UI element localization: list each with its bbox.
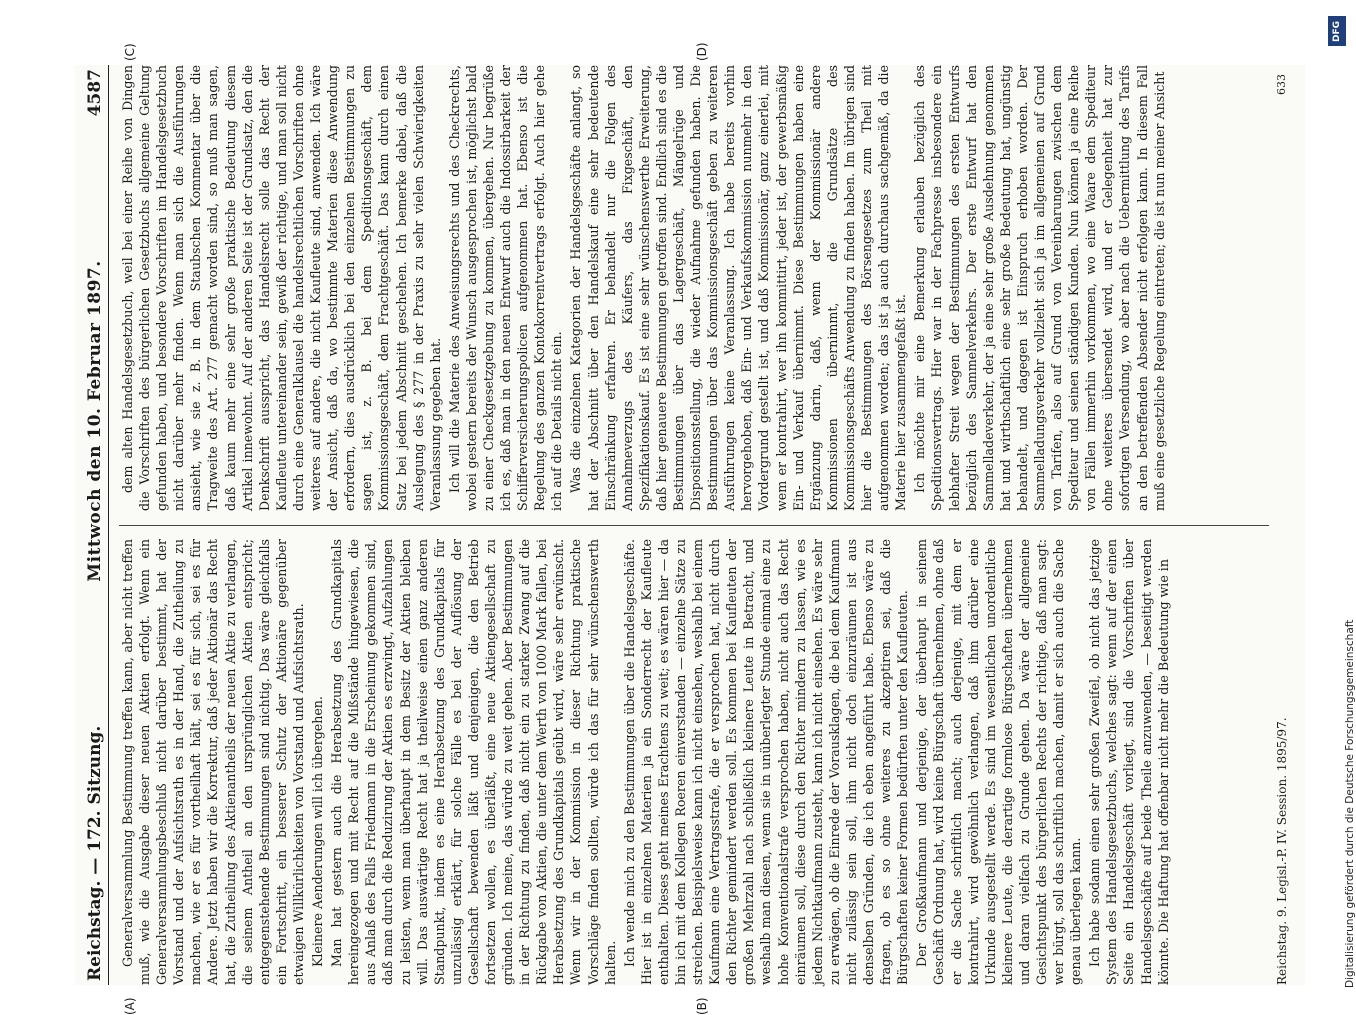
credit-text: Digitalisierung gefördert durch die Deutsche Forschungsgemeinschaft: [1344, 619, 1356, 988]
right-paragraph: Ich will die Materie des Anweisungsrechts und des Checkrechts, wobei gestern bereits der Wunsch ausgesprochen ist, möglichst bald zu einer Checkgesetzgebung zu kommen, übergehen. Nur begrüße ich es, daß man in den neuen Entwurf auch die Indossirbarkeit der Schifferversicherungspolicen aufgenommen hat. Ebenso ist die Regelung des ganzen Kontokorrentvertrags erfolgt. Auch hier gehe ich auf die Details nicht ein.: [446, 65, 565, 511]
scanned-page: [75, 42, 1305, 1015]
margin-marker-a: (A): [123, 997, 137, 1015]
header-date: Mittwoch den 10. Februar 1897.: [85, 260, 105, 582]
right-paragraph: Was die einzelnen Kategorien der Handelsgeschäfte anlangt, so hat der Abschnitt über den Handelskauf eine sehr bedeutende Einschränkung erfahren. Er behandelt nur die Folgen des Annahmeverzugs des Käufers, das Fixgeschäft, den Spezifikationskauf. Es ist eine sehr wünschenswerthe Erweiterung, daß hier genauere Bestimmungen getroffen sind. Endlich sind es die Bestimmungen über das Lagergeschäft, Mängelrüge und Dispositionsstellung, die wieder Aufnahme gefunden haben. Die Bestimmungen über das Kommissionsgeschäft geben zu weiteren Ausführungen keine Veranlassung. Ich habe bereits vorhin hervorgehoben, daß Ein- und Verkaufskommission nunmehr in den Vordergrund gestellt ist, und daß Kommissionär, ganz einerlei, mit wem er kontrahirt, wer ihn kommittirt, jeder ist, der gewerbsmäßig Ein- und Verkauf übernimmt. Diese Bestimmungen haben eine Ergänzung darin, daß, wenn der Kommissionär andere Kommissionen übernimmt, die Grundsätze des Kommissionsgeschäfts Anwendung zu finden haben. Im übrigen sind hier die Bestimmungen des Börsengesetzes zum Theil mit aufgenommen worden; das ist ja auch durchaus sachgemäß, da die Materie hier zusammengefaßt ist.: [568, 65, 909, 511]
header-left: Reichstag. — 172. Sitzung.: [85, 725, 105, 981]
dfg-logo: DFG: [1328, 16, 1346, 46]
running-head: [75, 65, 109, 985]
margin-marker-b: (B): [695, 997, 709, 1015]
digitization-credit: [1326, 8, 1356, 988]
right-column: [119, 65, 1269, 511]
column-divider: [119, 525, 1269, 526]
page-number: 4587: [85, 69, 105, 117]
sheet-number: 633: [1275, 74, 1288, 95]
left-column: [119, 539, 1269, 985]
right-paragraph: Ich möchte mir eine Bemerkung erlauben bezüglich des Speditionsvertrags. Hier war in der Fachpresse insbesondere ein lebhafter Streit wegen der Bestimmungen des ersten Entwurfs bezüglich des Sammelverkehrs. Der erste Entwurf hat den Sammelladeverkehr, der ja eine sehr große Ausdehnung genommen hat und wirthschaftlich eine sehr große Bedeutung hat, ungünstig behandelt, und dagegen ist Einspruch erhoben worden. Der Sammelladungsverkehr vollzieht sich ja im allgemeinen auf Grund von Tarifen, also auf Grund von Vereinbarungen zwischen dem Spediteur und seinen ständigen Kunden. Nun können ja eine Reihe von Fällen immerhin vorkommen, wo eine Waare dem Spediteur ohne weiteres übersendet wird, und er Gelegenheit hat zur sofortigen Versendung, wo aber nach die Uebermittlung des Tarifs an den betreffenden Absender nicht erfolgen kann. In diesem Fall muß eine gesetzliche Regelung eintreten; die ist nun meiner Ansicht: [912, 65, 1167, 511]
left-paragraph: Man hat gestern auch die Herabsetzung des Grundkapitals hereingezogen und mit Recht auf die Mißstände hingewiesen, die aus Anlaß des Falls Friedmann in die Erscheinung gekommen sind, daß man durch die Reduzirung der Aktien es erzwingt, Aufzahlungen zu leisten, wenn man überhaupt in dem Besitz der Aktien bleiben will. Das auswärtige Recht hat ja theilweise einen ganz anderen Standpunkt, indem es eine Herabsetzung des Grundkapitals für unzulässig erklärt, für solche Fälle es bei der Auflösung der Gesellschaft bewenden läßt und denjenigen, die den Betrieb fortsetzen wollen, es überläßt, eine neue Aktiengesellschaft zu gründen. Ich meine, das würde zu weit gehen. Aber Bestimmungen in der Richtung zu finden, daß nicht ein zu starker Zwang auf die Rückgabe von Aktien, die unter dem Werth von 1000 Mark fallen, bei Herabsetzung des Grundkapitals geübt wird, wäre sehr erwünscht. Wenn wir in der Kommission in dieser Richtung praktische Vorschläge finden sollten, würde ich das für sehr wünschenswerth halten.: [329, 539, 618, 985]
left-footer: Reichstag. 9. Legisl.-P. IV. Session. 1895/97.: [1275, 717, 1289, 985]
left-paragraph: Der Großkaufmann und derjenige, der überhaupt in seinem Geschäft Ordnung hat, wird keine Bürgschaft übernehmen, ohne daß er die Sache schriftlich macht; auch derjenige, mit dem er kontrahirt, wird gewöhnlich verlangen, daß ihm darüber eine Urkunde ausgestellt werde. Es sind im wesentlichen unordentliche kleinere Leute, die derartige formlose Bürgschaften übernehmen und daran vielfach zu Grunde gehen. Da wäre der allgemeine Gesichtspunkt des bürgerlichen Rechts der richtige, daß man sagt: wer bürgt, soll das schriftlich machen, damit er sich auch die Sache genau überlegen kann.: [914, 539, 1084, 985]
right-paragraph: dem alten Handelsgesetzbuch, weil bei einer Reihe von Dingen die Vorschriften des bürgerlichen Gesetzbuchs allgemeine Geltung gefunden haben, und besondere Vorschriften im Handelsgesetzbuch nicht darüber mehr finden. Wenn man sich die Ausführungen ansieht, wie sie z. B. in dem Staubschen Kommentar über die Tragweite des Art. 277 gemacht worden sind, so muß man sagen, daß kaum mehr eine sehr große praktische Bedeutung diesem Artikel innewohnt. Auf der anderen Seite ist der Grundsatz, den die Denkschrift ausspricht, das Handelsrecht solle das Recht der Kaufleute untereinander sein, gewiß der richtige, und man soll nicht durch eine Generalklausel die handelsrechtlichen Vorschriften ohne weiteres auf andere, die nicht Kaufleute sind, anwenden. Ich wäre der Ansicht, daß da, wo bestimmte Materien diese Anwendung erfordern, dies ausdrücklich bei den einzelnen Bestimmungen zu sagen ist, z. B. bei dem Speditionsgeschäft, dem Kommissionsgeschäft, dem Frachtgeschäft. Das kann durch einen Satz bei jedem Abschnitt geschehen. Ich bemerke dabei, daß die Auslegung des § 277 in der Praxis zu sehr vielen Schwierigkeiten Veranlassung gegeben hat.: [120, 65, 443, 511]
left-paragraph: Ich habe sodann einen sehr großen Zweifel, ob nicht das jetzige System des Handelsgesetzbuchs, welches sagt: wenn auf der einen Seite ein Handelsgeschäft vorliegt, sind die Vorschriften über Handelsgeschäfte auf beide Theile anzuwenden, — beseitigt werden könnte. Die Haftung hat offenbar nicht mehr die Bedeutung wie in: [1087, 539, 1171, 985]
left-paragraph: Generalversammlung Bestimmung treffen kann, aber nicht treffen muß, wie die Ausgabe dieser neuen Aktien erfolgt. Wenn ein Generalversammlungsbeschluß nicht darüber bestimmt, hat der Vorstand und der Aufsichtsrath es in der Hand, die Zutheilung zu machen, wie er es für vortheilhaft hält, sei es für sich, sei es für Andere. Jetzt haben wir die Korrektur, daß jeder Aktionär das Recht hat, die Zutheilung des Aktienantheils der neuen Aktie zu verlangen, die seinem Antheil an den ursprünglichen Aktien entspricht; entgegenstehende Bestimmungen sind nichtig. Das wäre gleichfalls ein Fortschritt, ein besserer Schutz der Aktionäre gegenüber etwaigen Willkürlichkeiten von Vorstand und Aufsichtsrath.: [120, 539, 306, 985]
left-paragraph: Kleinere Aenderungen will ich übergehen.: [310, 696, 326, 967]
left-paragraph: Ich wende mich zu den Bestimmungen über die Handelsgeschäfte. Hier ist in einzelnen Materien ja ein Sonderrecht der Kaufleute enthalten. Dieses geht meines Erachtens zu weit; es wären hier — da bin ich mit dem Kollegen Roeren einverstanden — einzelne Sätze zu streichen. Beispielsweise kann ich nicht einsehen, weshalb bei einem Kaufmann eine Vertragsstrafe, die er versprochen hat, nicht durch den Richter gemindert werden soll. Es kommen bei Kaufleuten der großen Mehrzahl nach schließlich kleinere Leute in Betracht, und weshalb man diesen, wenn sie in unüberlegter Stunde einmal eine zu hohe Konventionalstrafe versprochen haben, nicht auch das Recht einräumen soll, diese durch den Richter mindern zu lassen, wie es jedem Nichtkaufmann zusteht, kann ich nicht einsehen. Es wäre sehr zu erwägen, ob die Einrede der Vorausklagen, die bei dem Kaufmann nicht zulässig sein soll, ihm nicht doch einzuräumen ist aus denselben Gründen, die ich eben angeführt habe. Ebenso wäre zu fragen, ob es so ohne weiteres zu akzeptiren sei, daß die Bürgschaften keiner Formen bedürften unter den Kaufleuten.: [621, 539, 911, 985]
margin-marker-c: (C): [123, 43, 137, 61]
margin-marker-d: (D): [695, 42, 709, 61]
